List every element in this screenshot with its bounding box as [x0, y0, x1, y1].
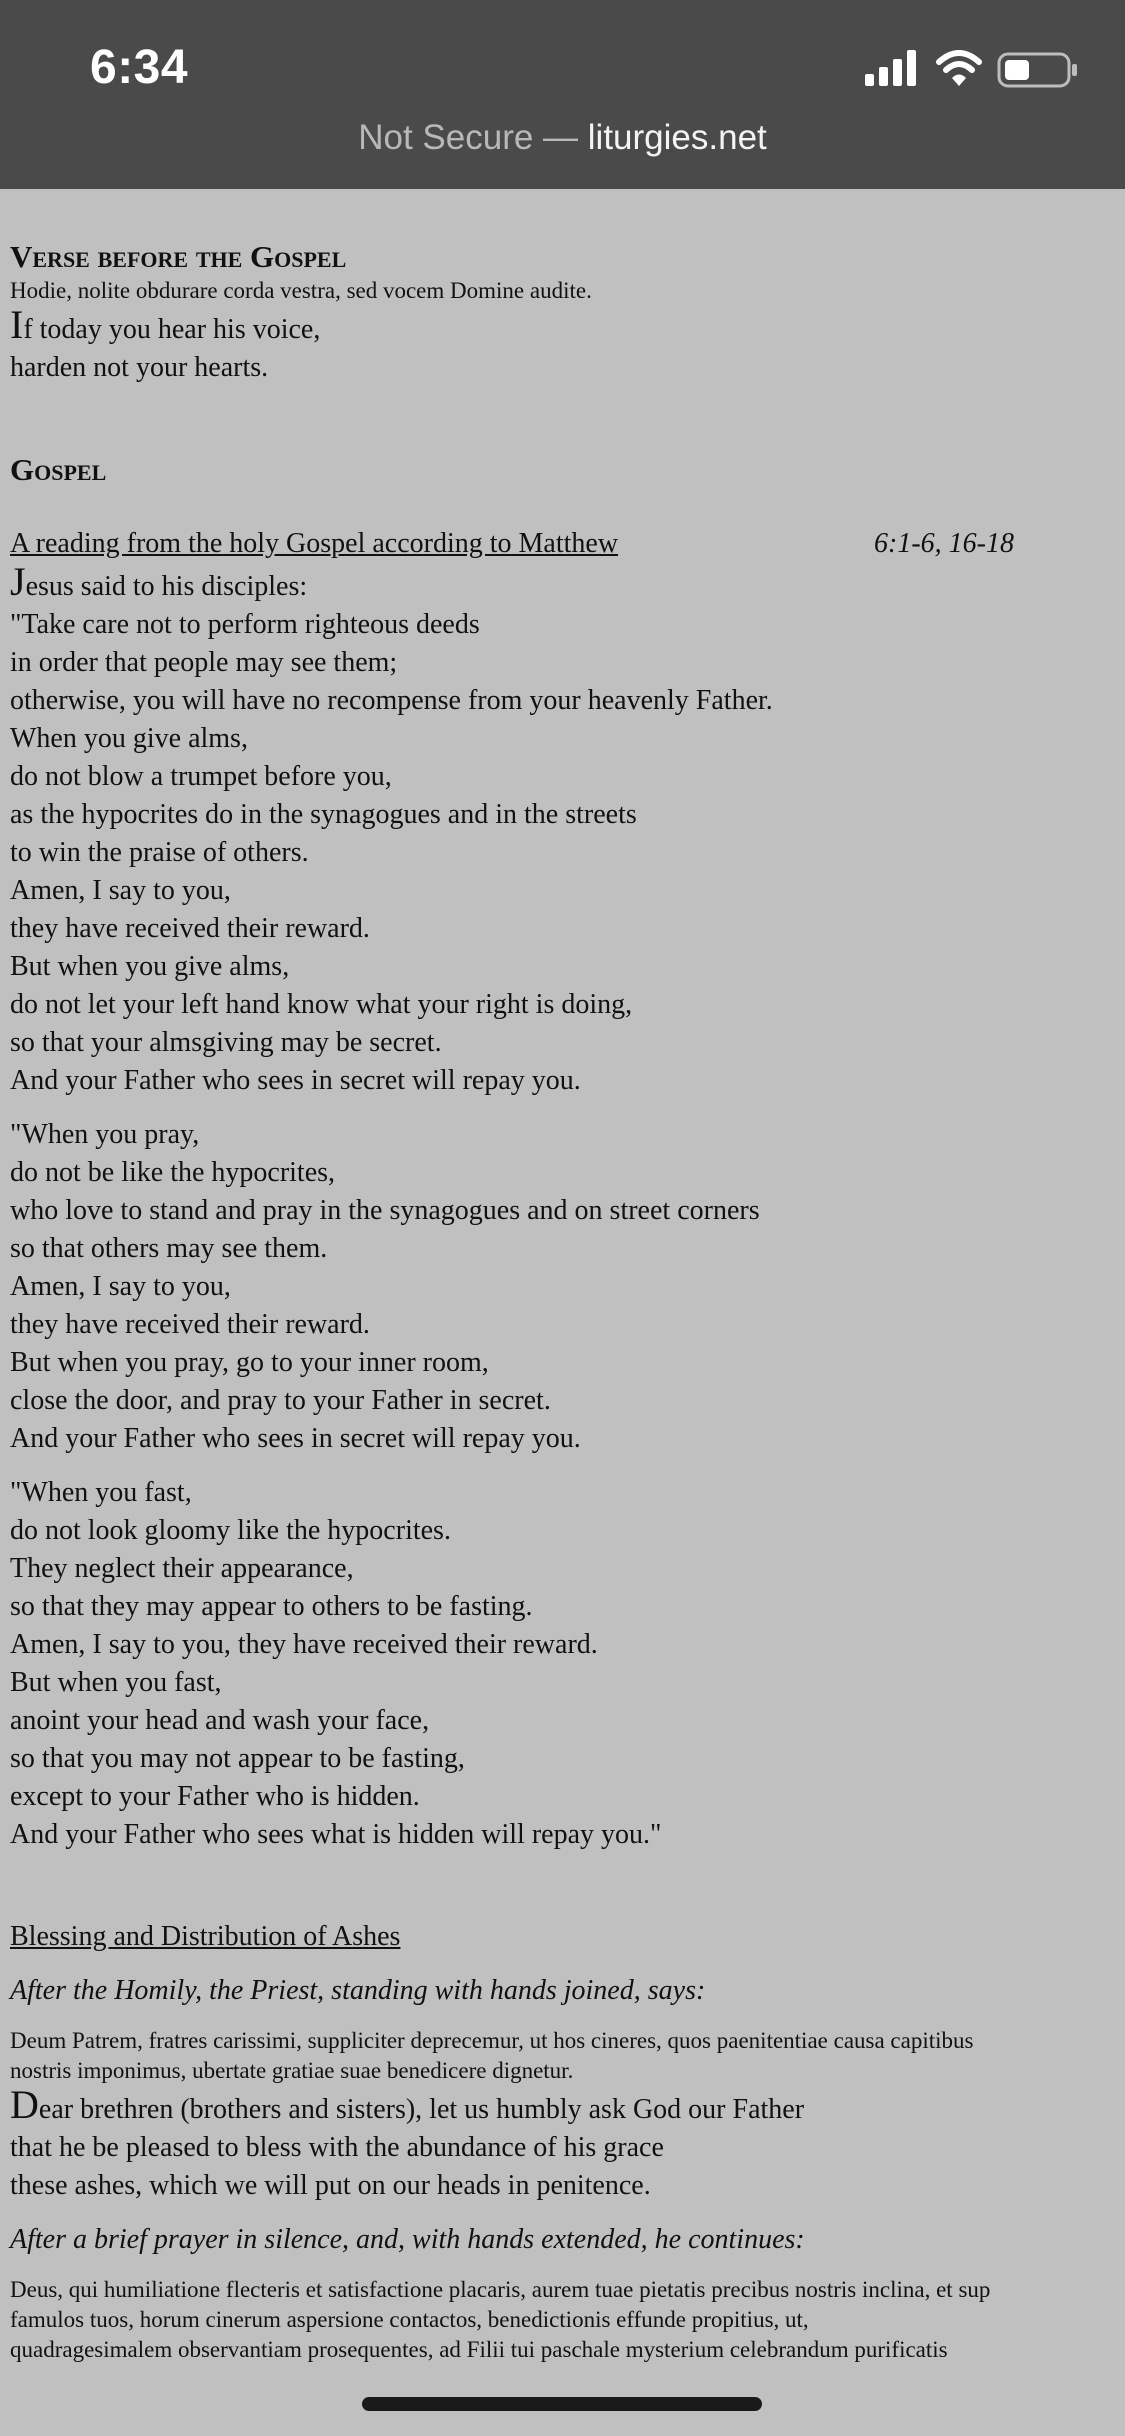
browser-top-bar: [0, 0, 1125, 189]
gospel-line: Amen, I say to you,: [10, 1271, 231, 1302]
latin-prayer-line: Deum Patrem, fratres carissimi, suppliciter deprecemur, ut hos cineres, quos paenitentiae causa capitibus: [10, 2028, 974, 2053]
prayer-line: Dear brethren (brothers and sisters), let us humbly ask God our Father: [10, 2082, 805, 2127]
gospel-line: Amen, I say to you,: [10, 875, 231, 906]
gospel-line: except to your Father who is hidden.: [10, 1781, 420, 1812]
gospel-line: "Take care not to perform righteous deeds: [10, 609, 480, 640]
verse-latin: Hodie, nolite obdurare corda vestra, sed vocem Domine audite.: [10, 278, 592, 303]
gospel-line: do not blow a trumpet before you,: [10, 761, 392, 792]
gospel-stanza: [10, 1116, 1125, 1458]
status-time: 6:34: [90, 41, 189, 94]
gospel-line: they have received their reward.: [10, 1309, 370, 1340]
page-content: [10, 238, 1125, 2365]
not-secure-label: Not Secure —: [358, 118, 579, 157]
gospel-line: otherwise, you will have no recompense from your heavenly Father.: [10, 685, 773, 716]
verse-heading: Verse before the Gospel: [10, 239, 347, 274]
wifi-icon: [935, 48, 983, 88]
gospel-line: who love to stand and pray in the synagogues and on street corners: [10, 1195, 760, 1226]
gospel-line: But when you pray, go to your inner room,: [10, 1347, 489, 1378]
rubric: After the Homily, the Priest, standing with hands joined, says:: [10, 1975, 706, 2006]
reading-title: A reading from the holy Gospel according to Matthew: [10, 528, 619, 559]
battery-icon: [997, 52, 1079, 88]
gospel-line: anoint your head and wash your face,: [10, 1705, 430, 1736]
prayer-line: that he be pleased to bless with the abundance of his grace: [10, 2132, 664, 2163]
rubric: After a brief prayer in silence, and, with hands extended, he continues:: [10, 2224, 805, 2255]
latin-prayer-line: nostris imponimus, ubertate gratiae suae benedicere dignetur.: [10, 2058, 574, 2083]
gospel-line: do not look gloomy like the hypocrites.: [10, 1515, 451, 1546]
dropcap: J: [10, 559, 26, 604]
reading-header: [10, 525, 1125, 563]
verse-line: harden not your hearts.: [10, 352, 269, 383]
gospel-heading: Gospel: [10, 452, 107, 487]
latin-prayer-line: quadragesimalem observantiam prosequentes, ad Filii tui paschale mysterium celebrandum purificatis: [10, 2337, 948, 2362]
gospel-line: in order that people may see them;: [10, 647, 398, 678]
gospel-line: And your Father who sees in secret will repay you.: [10, 1065, 581, 1096]
gospel-line: "When you pray,: [10, 1119, 200, 1150]
gospel-line: so that they may appear to others to be fasting.: [10, 1591, 533, 1622]
gospel-line: close the door, and pray to your Father in secret.: [10, 1385, 551, 1416]
cellular-signal-icon: [865, 50, 919, 86]
dropcap: I: [10, 302, 24, 347]
gospel-line: to win the praise of others.: [10, 837, 309, 868]
gospel-line: Amen, I say to you, they have received their reward.: [10, 1629, 598, 1660]
gospel-line: so that you may not appear to be fasting,: [10, 1743, 465, 1774]
latin-prayer-line: Deus, qui humiliatione flecteris et satisfactione placaris, aurem tuae pietatis precibus nostris inclina, et sup: [10, 2277, 991, 2302]
gospel-line: so that others may see them.: [10, 1233, 328, 1264]
scripture-reference: 6:1-6, 16-18: [874, 528, 1014, 559]
gospel-line: they have received their reward.: [10, 913, 370, 944]
gospel-stanza: [10, 1474, 1125, 1854]
dropcap: D: [10, 2082, 39, 2127]
gospel-line: When you give alms,: [10, 723, 248, 754]
gospel-line: Jesus said to his disciples:: [10, 559, 308, 604]
gospel-line: so that your almsgiving may be secret.: [10, 1027, 442, 1058]
gospel-line: And your Father who sees what is hidden will repay you.": [10, 1819, 662, 1850]
gospel-line: And your Father who sees in secret will repay you.: [10, 1423, 581, 1454]
address-bar[interactable]: [0, 118, 1125, 158]
verse-line: If today you hear his voice,: [10, 302, 321, 347]
ashes-heading: Blessing and Distribution of Ashes: [10, 1921, 401, 1952]
gospel-stanza: [10, 606, 1125, 1100]
gospel-line: as the hypocrites do in the synagogues and in the streets: [10, 799, 637, 830]
gospel-line: But when you fast,: [10, 1667, 222, 1698]
gospel-line: But when you give alms,: [10, 951, 290, 982]
domain-label: liturgies.net: [587, 118, 767, 157]
home-indicator[interactable]: [362, 2397, 762, 2411]
prayer-line: these ashes, which we will put on our heads in penitence.: [10, 2170, 651, 2201]
gospel-line: do not be like the hypocrites,: [10, 1157, 336, 1188]
gospel-line: "When you fast,: [10, 1477, 192, 1508]
gospel-line: They neglect their appearance,: [10, 1553, 354, 1584]
gospel-line: do not let your left hand know what your right is doing,: [10, 989, 633, 1020]
latin-prayer-line: famulos tuos, horum cinerum aspersione contactos, benedictionis effunde propitius, ut,: [10, 2307, 809, 2332]
